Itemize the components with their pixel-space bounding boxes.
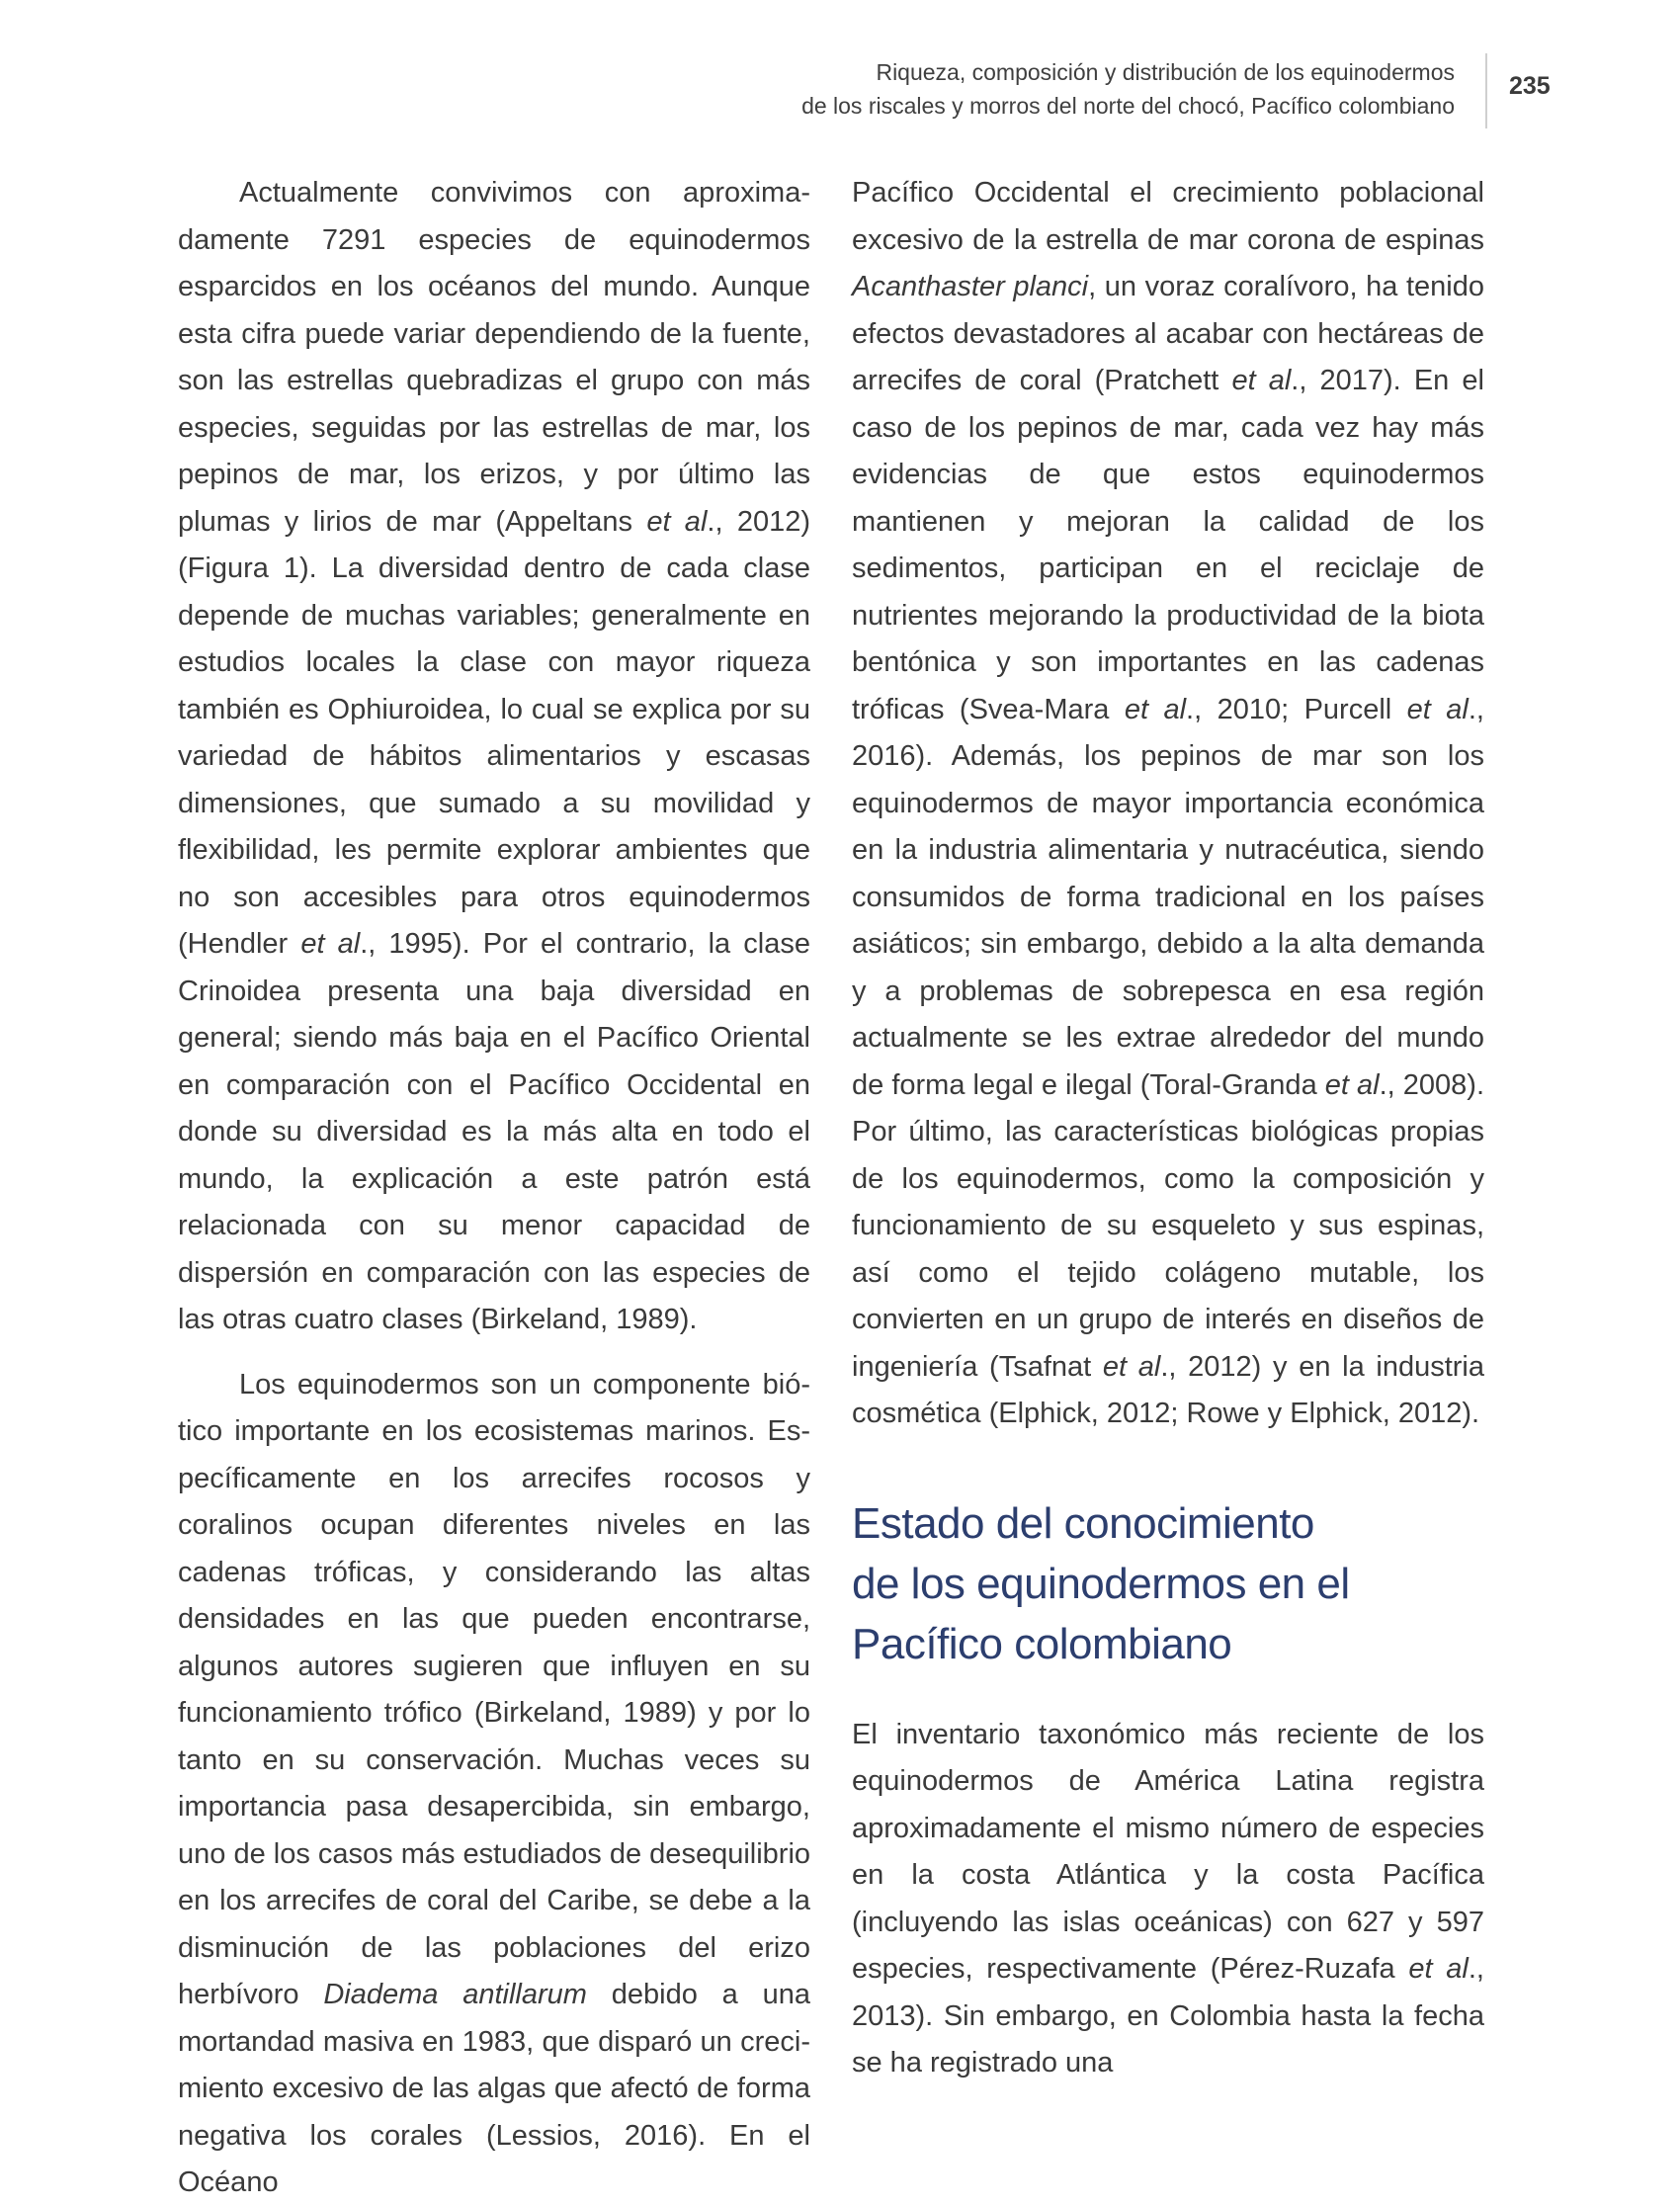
page-number: 235 bbox=[1509, 72, 1551, 100]
paragraph-intro-diversity: Actualmente convivimos con aproximadamente 7291 especies de equinodermos esparcidos en los océanos del mundo. Aunque esta cifra puede variar dependiendo de la fuente, son las estrellas quebradizas el grupo con más especies, seguidas por las estrellas de mar, los pepinos de mar, los erizos, y por último las plumas y lirios de mar (Appeltans et al., 2012) (Figura 1). La diversidad dentro de cada clase depende de muchas variables; generalmente en estudios locales la clase con mayor riqueza también es Ophiuroidea, lo cual se explica por su variedad de hábitos alimentarios y escasas dimensiones, que sumado a su movilidad y flexibilidad, les permite explorar ambientes que no son accesibles para otros equinodermos (Hendler et al., 1995). Por el contrario, la clase Crinoidea presenta una baja diversidad en general; siendo más baja en el Pacífico Oriental en comparación con el Pacífico Occidental en donde su diversidad es la más alta en todo el mundo, la explicación a este patrón está relacionada con su menor capacidad de dispersión en comparación con las especies de las otras cuatro clases (Birkeland, 1989). bbox=[178, 177, 810, 1335]
paragraph-continuation: Pacífico Occidental el crecimiento poblacional excesivo de la estrella de mar corona de espinas Acanthaster planci, un voraz coralívoro, ha tenido efectos devastadores al acabar con hectáreas de arrecifes de coral (Pratchett et al., 2017). En el caso de los pepinos de mar, cada vez hay más evidencias de que estos equinodermos mantienen y mejoran la calidad de los sedimentos, participan en el reciclaje de nutrientes mejorando la productividad de la biota bentónica y son importantes en las cadenas tróficas (Svea-Mara et al., 2010; Purcell et al., 2016). Además, los pepinos de mar son los equinodermos de mayor importancia económica en la industria alimentaria y nutracéutica, siendo consumidos de forma tradicional en los países asiáticos; sin embargo, debido a la alta demanda y a problemas de sobrepesca en esa región actualmente se les extrae alrededor del mundo de forma legal e ilegal (Toral-Granda et al., 2008). Por último, las características biológicas propias de los equinodermos, como la composición y funcionamiento de su esqueleto y sus espinas, así como el tejido colágeno mutable, los convierten en un grupo de interés en diseños de ingeniería (Tsafnat et al., 2012) y en la industria cosmética (Elphick, 2012; Rowe y Elphick, 2012). bbox=[852, 177, 1484, 1429]
header-divider bbox=[1485, 53, 1487, 128]
running-head-line-1: Riqueza, composición y distribución de los equinodermos bbox=[876, 59, 1455, 85]
right-column bbox=[852, 170, 1484, 2087]
paragraph-ecological-role: Los equinodermos son un componente biótico importante en los ecosistemas marinos. Específicamente en los arrecifes rocosos y coralinos ocupan diferentes niveles en las cadenas tróficas, y considerando las altas densidades en las que pueden encontrarse, algunos autores sugieren que influyen en su funcionamiento trófico (Birkeland, 1989) y por lo tanto en su conservación. Muchas veces su importancia pasa desapercibida, sin embargo, uno de los casos más estudiados de desequilibrio en los arrecifes de coral del Caribe, se debe a la disminución de las poblaciones del erizo herbívoro Diadema antillarum debido a una mortandad masiva en 1983, que disparó un crecimiento excesivo de las algas que afectó de forma negativa los corales (Lessios, 2016). En el Océano bbox=[178, 1368, 811, 2198]
paragraph-taxonomic-inventory: El inventario taxonómico más reciente de los equinodermos de América Latina registra aproximadamente el mismo número de especies en la costa Atlántica y la costa Pacífica (incluyendo las islas oceánicas) con 627 y 597 especies, respectivamente (Pérez-Ruzafa et al., 2013). Sin embargo, en Colombia hasta la fecha se ha registrado una bbox=[852, 1718, 1484, 2079]
left-column bbox=[178, 170, 810, 2207]
running-head-line-2: de los riscales y morros del norte del chocó, Pacífico colombiano bbox=[801, 93, 1455, 119]
running-head bbox=[565, 55, 1455, 123]
section-heading: Estado del conocimiento de los equinodermos en el Pacífico colombiano bbox=[852, 1498, 1350, 1668]
